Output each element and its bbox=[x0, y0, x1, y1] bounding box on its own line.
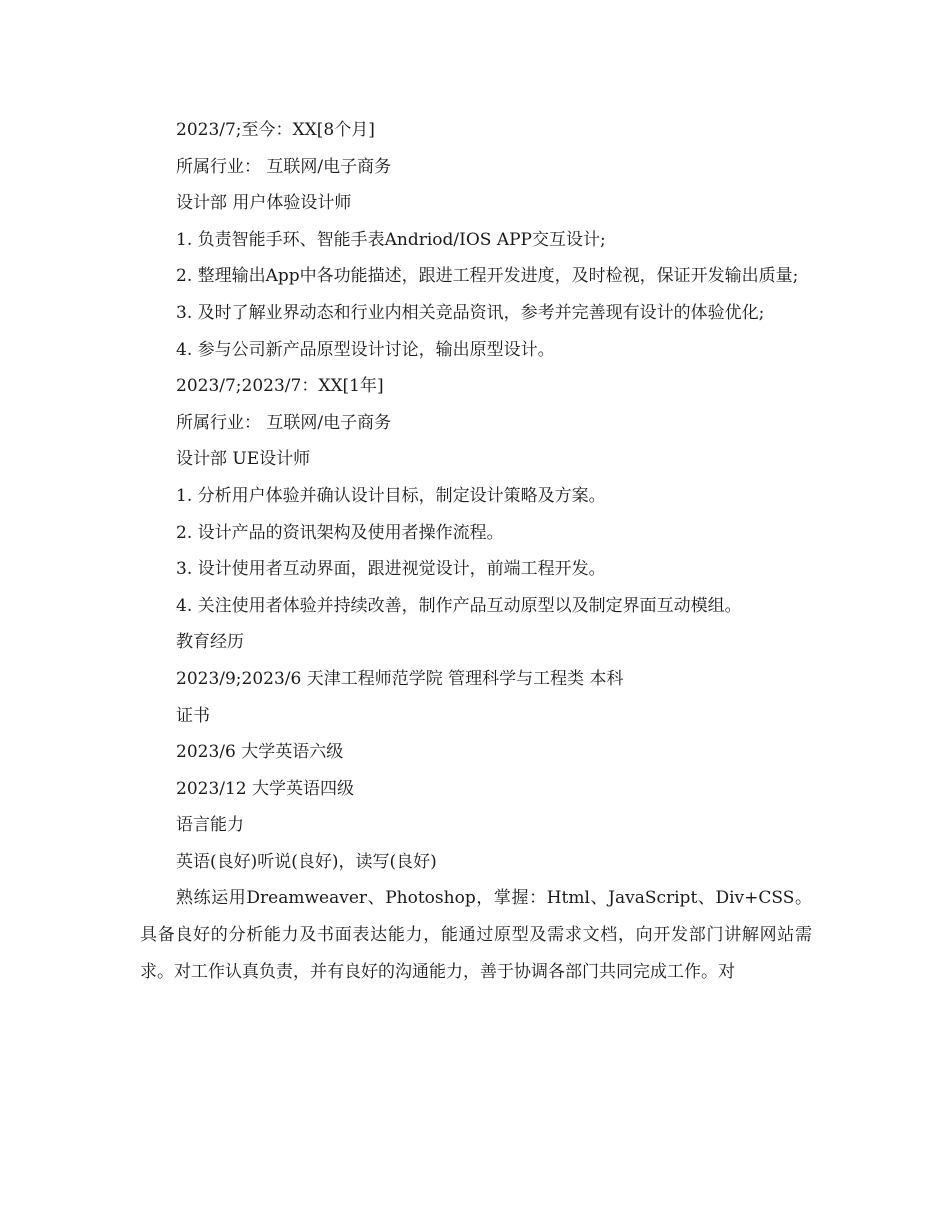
summary-paragraph: 熟练运用Dreamweaver、Photoshop，掌握：Html、JavaScript、Div+CSS。具备良好的分析能力及书面表达能力，能通过原型及需求文档，向开发部门讲解网站需求。对工作认真负责，并有良好的沟通能力，善于协调各部门共同完成工作。对 bbox=[140, 888, 812, 982]
certificates-heading: 证书 bbox=[176, 705, 210, 726]
job2-industry: 所属行业： 互联网/电子商务 bbox=[176, 412, 392, 433]
job1-position: 设计部 用户体验设计师 bbox=[176, 193, 352, 214]
job2-duty-3: 3. 设计使用者互动界面，跟进视觉设计，前端工程开发。 bbox=[176, 559, 606, 580]
job1-duty-4: 4. 参与公司新产品原型设计讨论，输出原型设计。 bbox=[176, 339, 555, 360]
language-heading: 语言能力 bbox=[176, 815, 244, 836]
education-entry: 2023/9;2023/6 天津工程师范学院 管理科学与工程类 本科 bbox=[176, 668, 624, 689]
education-heading: 教育经历 bbox=[176, 632, 244, 653]
job2-period: 2023/7;2023/7：XX[1年] bbox=[176, 376, 384, 397]
job2-duty-1: 1. 分析用户体验并确认设计目标，制定设计策略及方案。 bbox=[176, 485, 606, 506]
certificate-item: 2023/6 大学英语六级 bbox=[176, 742, 344, 763]
job2-position: 设计部 UE设计师 bbox=[176, 449, 311, 470]
job1-period: 2023/7;至今：XX[8个月] bbox=[176, 120, 375, 140]
resume-page bbox=[140, 112, 812, 990]
job2-duty-2: 2. 设计产品的资讯架构及使用者操作流程。 bbox=[176, 522, 504, 543]
job1-duty-3: 3. 及时了解业界动态和行业内相关竞品资讯，参考并完善现有设计的体验优化; bbox=[176, 302, 765, 323]
language-text: 英语(良好)听说(良好)，读写(良好) bbox=[176, 851, 437, 872]
certificate-item: 2023/12 大学英语四级 bbox=[176, 778, 355, 799]
job1-duty-2: 2. 整理输出App中各功能描述，跟进工程开发进度，及时检视，保证开发输出质量; bbox=[176, 266, 799, 287]
job2-duty-4: 4. 关注使用者体验并持续改善，制作产品互动原型以及制定界面互动模组。 bbox=[176, 595, 742, 616]
job1-industry: 所属行业： 互联网/电子商务 bbox=[176, 156, 392, 177]
job1-duty-1: 1. 负责智能手环、智能手表Andriod/IOS APP交互设计; bbox=[176, 229, 606, 250]
